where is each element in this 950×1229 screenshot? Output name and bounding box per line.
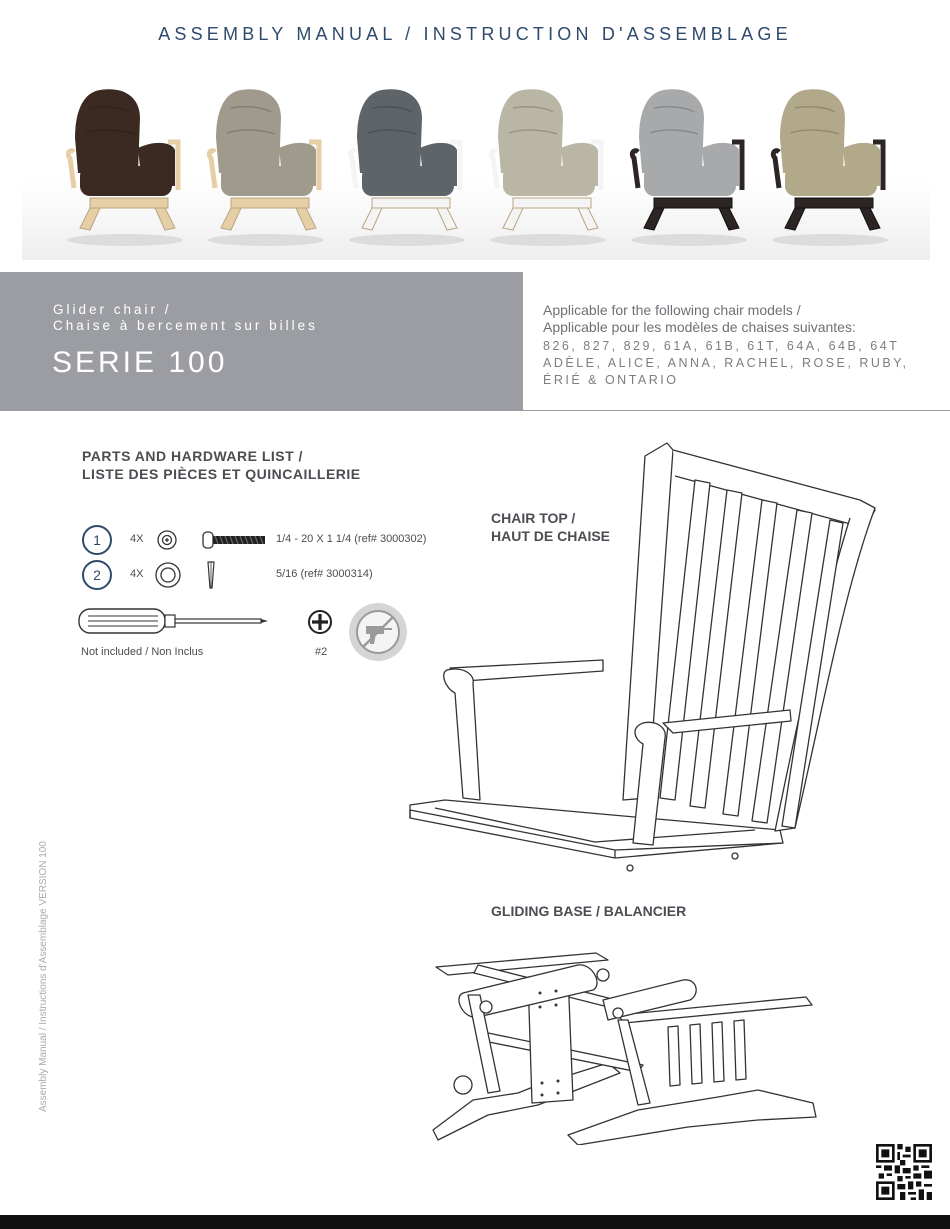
gliding-base-label: GLIDING BASE / BALANCIER [491,903,687,919]
lock-washer-icon [204,560,218,590]
product-type-fr: Chaise à bercement sur billes [53,318,318,333]
product-band [0,272,523,411]
footer-bar [0,1215,950,1229]
parts-title-fr: LISTE DES PIÈCES ET QUINCAILLERIE [82,466,361,482]
chair-top-label-en: CHAIR TOP / [491,510,576,526]
manual-title: ASSEMBLY MANUAL / INSTRUCTION D'ASSEMBLAGE [158,24,792,44]
chair-photos-strip [22,60,930,260]
applicable-heading [543,302,856,336]
chair-top-drawing [405,438,885,878]
parts-title-en: PARTS AND HARDWARE LIST / [82,448,303,464]
part-number-badge: 1 [82,525,112,555]
part-number-badge: 2 [82,560,112,590]
chair-photo [765,78,895,248]
product-type [53,302,318,334]
no-power-drill-icon [348,602,408,662]
parts-list-title [82,447,361,483]
model-list-line: ADÈLE, ALICE, ANNA, RACHEL, ROSE, RUBY, [543,356,909,370]
chair-photo [342,78,472,248]
product-type-en: Glider chair / [53,302,172,317]
part-quantity: 4X [130,568,144,580]
model-list [543,338,908,389]
phillips-bit-icon [307,609,333,635]
band-divider [523,410,950,411]
applicable-fr: Applicable pour les modèles de chaises suivantes: [543,319,856,335]
washer-icon [154,561,182,589]
chair-top-label-fr: HAUT DE CHAISE [491,528,611,544]
nut-icon [156,529,178,551]
bolt-icon [202,529,268,551]
side-version-label: Assembly Manual / Instructions d'Assemblage VERSION 100 [38,841,49,1112]
series-title: SERIE 100 [52,346,228,379]
applicable-en: Applicable for the following chair models / [543,302,801,318]
chair-photo [624,78,754,248]
part-quantity: 4X [130,533,144,545]
bit-size-label: #2 [315,646,328,658]
tools-not-included-label: Not included / Non Inclus [81,646,204,658]
chair-photo [60,78,190,248]
part-reference: 5/16 (ref# 3000314) [276,568,373,580]
model-list-line: 826, 827, 829, 61A, 61B, 61T, 64A, 64B, 64T [543,339,900,353]
chair-photo [201,78,331,248]
part-reference: 1/4 - 20 X 1 1/4 (ref# 3000302) [276,533,427,545]
chair-photo [483,78,613,248]
qr-code[interactable] [876,1144,932,1200]
screwdriver-icon [78,606,270,636]
model-list-line: ÉRIÉ & ONTARIO [543,373,679,387]
gliding-base-drawing [428,945,820,1145]
